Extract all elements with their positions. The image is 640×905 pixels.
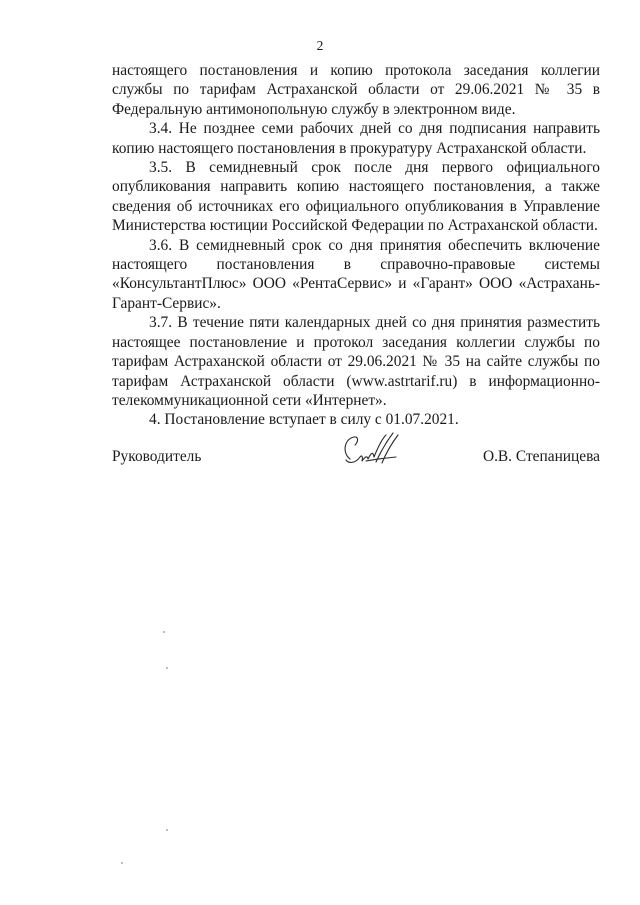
scan-speck (121, 862, 123, 864)
signatory-name: О.В. Степаницева (482, 448, 600, 465)
text-line: Министерства юстиции Российской Федерации по Астраханской области. (112, 217, 598, 235)
text-line: настоящего постановления и копию протокола заседания коллегии службы (112, 62, 600, 99)
text-line: «КонсультантПлюс» ООО «РентаСервис» и «Гарант» ООО «Астрахань- (112, 275, 600, 293)
page-number: 2 (316, 38, 324, 53)
paragraph-3-7 (112, 313, 600, 410)
text-line: сведения об источниках его официального опубликования в Управление (112, 197, 600, 215)
text-line: 3.6. В семидневный срок со дня принятия обеспечить включение (149, 236, 600, 254)
text-line: 3.5. В семидневный срок после дня первого официального (149, 159, 600, 177)
paragraph-4 (112, 410, 600, 429)
text-line: настоящее постановление и протокол заседания коллегии службы по (112, 333, 600, 351)
paragraph-3-6 (112, 236, 600, 314)
paragraph-3-5 (112, 158, 600, 236)
text-line: тарифам Астраханской области (www.astrtarif.ru) в информационно- (112, 372, 600, 390)
handwritten-signature (336, 429, 408, 479)
paragraph-3-4 (112, 119, 600, 158)
text-line: по тарифам Астраханской области от 29.06.2021 № 35 в Федеральную (112, 81, 601, 118)
signature-block (112, 447, 600, 473)
text-line: Гарант-Сервис». (112, 294, 221, 312)
text-line: настоящего постановления в справочно-правовые системы (112, 256, 600, 274)
scan-speck (163, 631, 165, 633)
scan-speck (166, 667, 168, 669)
text-line: опубликования направить копию настоящего постановления, а также (112, 178, 600, 196)
text-line: 4. Постановление вступает в силу с 01.07.2021. (149, 411, 459, 429)
signatory-role: Руководитель (112, 448, 202, 465)
text-line: телекоммуникационной сети «Интернет». (112, 391, 387, 409)
document-body (112, 61, 600, 430)
scan-speck (166, 829, 168, 831)
paragraph-continuation (112, 61, 600, 119)
text-line: тарифам Астраханской области от 29.06.2021 № 35 на сайте службы по (112, 353, 600, 371)
text-line: антимонопольную службу в электронном виде. (206, 100, 516, 118)
text-line: 3.4. Не позднее семи рабочих дней со дня подписания направить (149, 120, 600, 138)
text-line: 3.7. В течение пяти календарных дней со дня принятия разместить (149, 314, 600, 332)
text-line: копию настоящего постановления в прокуратуру Астраханской области. (112, 139, 587, 157)
